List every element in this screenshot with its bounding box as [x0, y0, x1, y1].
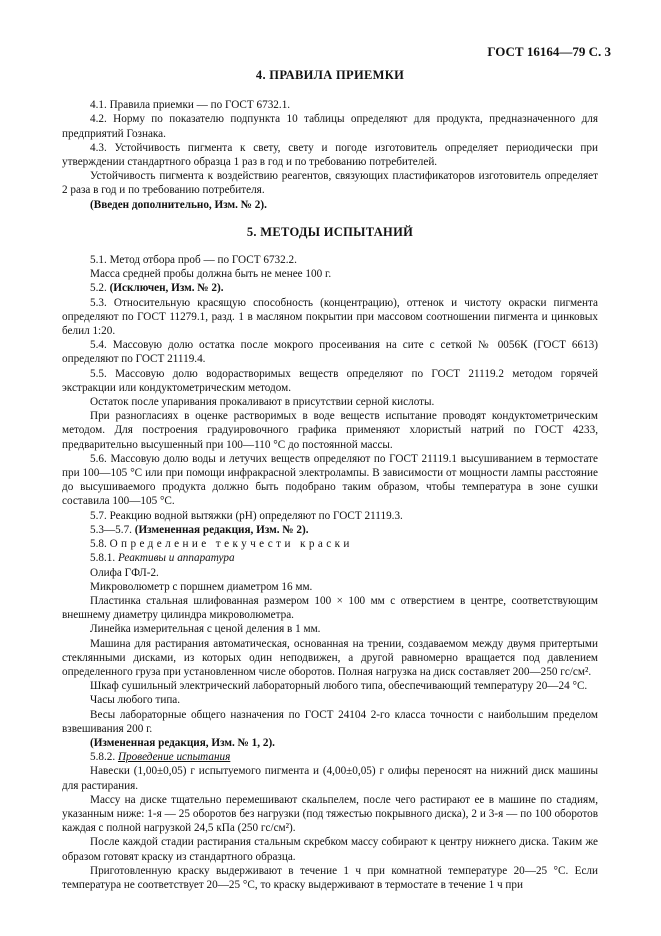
paragraph-5-3: 5.3. Относительную красящую способность (концентрацию), оттенок и чистоту окраски пигмента определяют по ГОСТ 11279.1, разд. 1 в масляном покрытии при массовом соотношении пигмента и цинковых белил 1:20.: [62, 296, 598, 338]
apparatus-microvolumeter: Микроволюметр с поршнем диаметром 16 мм.: [90, 580, 313, 593]
document-body: [62, 68, 598, 892]
paragraph-5-8-1: [62, 551, 598, 565]
subsection-title: Определение текучести краски: [109, 538, 353, 551]
test-step-collecting: После каждой стадии растирания стальным скребком массу собирают к центру нижнего диска. Таким же образом готовят краску из стандартного образца.: [62, 836, 598, 863]
paragraph-5-5-residue: Остаток после упаривания прокаливают в присутствии серной кислоты.: [90, 396, 435, 409]
subsection-title: Реактивы и аппаратура: [117, 552, 235, 565]
subsection-title: Проведение испытания: [117, 751, 231, 764]
paragraph-5-8-2: [62, 750, 598, 764]
test-step-weighing: Навески (1,00±0,05) г испытуемого пигмента и (4,00±0,05) г олифы переносят на нижний диск машины для растирания.: [62, 765, 598, 792]
page-header: ГОСТ 16164—79 С. 3: [487, 44, 611, 59]
paragraph-4-3: 4.3. Устойчивость пигмента к свету, свету и погоде изготовитель определяет периодически при утверждении стандартного образца 1 раз в год и по требованию потребителей.: [62, 141, 598, 169]
paragraph-5-5-disputes: При разногласиях в оценке растворимых в воде веществ испытание проводят кондуктометрическим методом. Для построения градуировочного графика применяют хлористый натрий по ГОСТ 4233, предварительно высушенный при 100—110 °С до постоянной массы.: [62, 410, 598, 451]
paragraph-5-1: 5.1. Метод отбора проб — по ГОСТ 6732.2.: [90, 254, 297, 267]
paragraph-5-5: 5.5. Массовую долю водорастворимых веществ определяют по ГОСТ 21119.2 методом горячей экстракции или кондуктометрическим методом.: [62, 367, 598, 394]
paragraph-4-1: 4.1. Правила приемки — по ГОСТ 6732.1.: [90, 99, 291, 112]
amendment-note-5-8-1: (Измененная редакция, Изм. № 1, 2).: [90, 736, 275, 749]
apparatus-grinding-machine: Машина для растирания автоматическая, основанная на трении, создаваемом между двумя притертыми стеклянными дисками, из которых один неподвижен, а другой равномерно вращается под давлением определенного груза при установленном числе оборотов. Полная нагрузка на диск составляет 200—250 гс/см².: [62, 637, 598, 678]
apparatus-drying-cabinet: Шкаф сушильный электрический лабораторный любого типа, обеспечивающий температуру 20—24 °С.: [90, 680, 588, 693]
apparatus-plate: Пластинка стальная шлифованная размером 100 × 100 мм с отверстием в центре, соответствующим внешнему диаметру цилиндра микроволюметра.: [62, 594, 598, 622]
clause-number: 5.8.: [90, 538, 110, 551]
paragraph-5-1-mass: Масса средней пробы должна быть не менее 100 г.: [90, 268, 332, 281]
clause-number: 5.8.2.: [90, 751, 118, 764]
apparatus-scales: Весы лабораторные общего назначения по ГОСТ 24104 2-го класса точности с наибольшим пределом взвешивания 200 г.: [62, 708, 598, 735]
excluded-note: (Исключен, Изм. № 2).: [109, 282, 224, 295]
amendment-note-4: (Введен дополнительно, Изм. № 2).: [90, 198, 267, 211]
paragraph-5-2: [62, 281, 598, 295]
reagent-olifa: Олифа ГФЛ-2.: [90, 566, 159, 579]
clause-range: 5.3—5.7.: [90, 523, 135, 536]
apparatus-clock: Часы любого типа.: [90, 694, 181, 707]
paragraph-4-2: 4.2. Норму по показателю подпункта 10 таблицы определяют для продукта, предназначенного для предприятий Гознака.: [62, 113, 598, 140]
amendment-text: (Измененная редакция, Изм. № 2).: [134, 523, 309, 536]
clause-number: 5.8.1.: [90, 552, 118, 565]
clause-number: 5.2.: [90, 282, 110, 295]
apparatus-ruler: Линейка измерительная с ценой деления в 1 мм.: [90, 623, 321, 636]
section-4-title: 4. ПРАВИЛА ПРИЕМКИ: [255, 68, 405, 82]
amendment-note-5-3-5-7: [62, 523, 598, 537]
paragraph-5-6: 5.6. Массовую долю воды и летучих веществ определяют по ГОСТ 21119.1 высушиванием в термостате при 100—105 °С или при помощи инфракрасной электролампы. В зависимости от мощности лампы расстояние до высушиваемого продукта должно быть подобрано таким образом, чтобы температура в зоне сушки составила 100—105 °С.: [62, 452, 598, 508]
paragraph-5-7: 5.7. Реакцию водной вытяжки (рН) определяют по ГОСТ 21119.3.: [90, 509, 403, 522]
paragraph-5-4: 5.4. Массовую долю остатка после мокрого просеивания на сите с сеткой № 0056К (ГОСТ 6613) определяют по ГОСТ 21119.4.: [62, 339, 598, 366]
paragraph-4-3-reagents: Устойчивость пигмента к воздействию реагентов, связующих пластификаторов изготовитель определяет 2 раза в год и по требованию потребителя.: [62, 170, 598, 197]
test-step-grinding: Массу на диске тщательно перемешивают скальпелем, после чего растирают ее в машине по стадиям, указанным ниже: 1-я — 25 оборотов без нагрузки (под тяжестью покрывного диска), 2 и 3-я — по 100 оборотов каждая с полной нагрузкой 24,5 кПа (250 гс/см²).: [62, 793, 598, 835]
paragraph-5-8: [62, 537, 598, 551]
test-step-holding: Приготовленную краску выдерживают в течение 1 ч при комнатной температуре 20—25 °С. Если температура не соответствует 20—25 °С, то краску выдерживают в термостате в течение 1 ч при: [62, 864, 598, 891]
section-5-title: 5. МЕТОДЫ ИСПЫТАНИЙ: [246, 224, 414, 239]
